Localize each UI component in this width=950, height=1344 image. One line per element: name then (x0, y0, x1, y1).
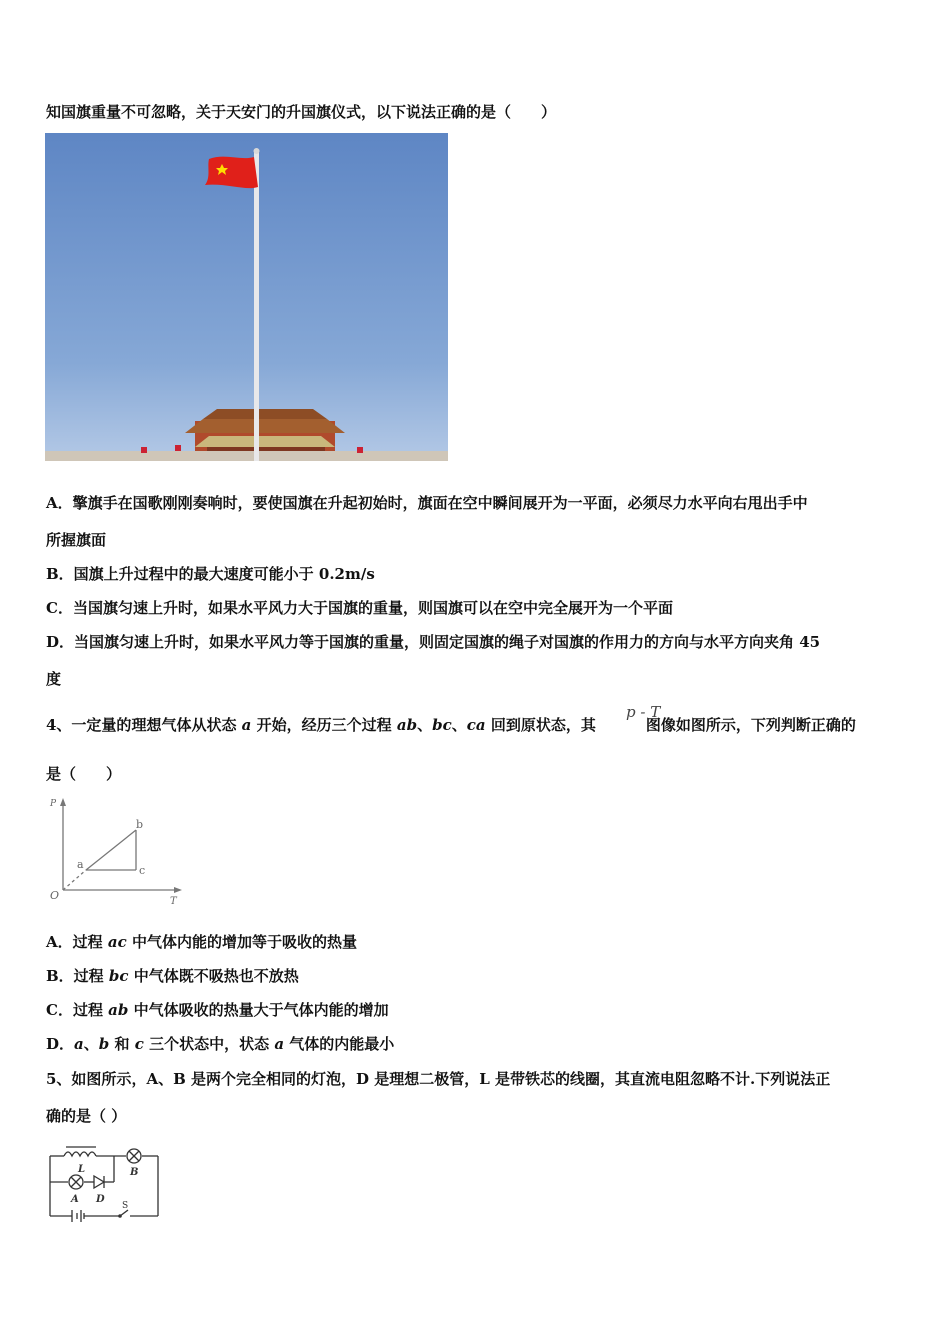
graph-point-b: b (136, 818, 144, 831)
q3-option-b: B．国旗上升过程中的最大速度可能小于 0.2m/s (46, 565, 375, 583)
q3-option-a-line1: A．擎旗手在国歌刚刚奏响时，要使国旗在升起初始时，旗面在空中瞬间展开为一平面，必须尽力水平向右甩出手中 (46, 494, 808, 512)
graph-point-a: a (77, 858, 84, 871)
q4-option-c: C．过程 ab 中气体吸收的热量大于气体内能的增加 (46, 1001, 389, 1019)
q5-stem-line2: 确的是（ ） (46, 1107, 127, 1125)
q5-stem-line1: 5、如图所示，A、B 是两个完全相同的灯泡，D 是理想二极管，L 是带铁芯的线圈，其直流电阻忽略不计.下列说法正 (46, 1070, 831, 1088)
graph-axis-t: T (170, 896, 177, 907)
pt-graph (44, 796, 184, 908)
graph-point-c: c (139, 864, 146, 877)
graph-axis-p: P (50, 799, 57, 809)
question-intro: 知国旗重量不可忽略，关于天安门的升国旗仪式，以下说法正确的是（ ） (46, 103, 557, 121)
q4-stem-line1: 4、一定量的理想气体从状态 a 开始，经历三个过程 ab、bc、ca 回到原状态，其 图像如图所示，下列判断正确的 (46, 716, 856, 734)
q3-option-d-line2: 度 (46, 670, 62, 688)
graph-origin: O (50, 889, 60, 902)
circuit-label-b: B (130, 1167, 139, 1178)
q4-pt-label: p - T (626, 703, 661, 721)
q4-option-a: A．过程 ac 中气体内能的增加等于吸收的热量 (46, 933, 357, 951)
circuit-label-s: S (122, 1201, 129, 1211)
circuit-label-a: A (71, 1194, 79, 1205)
q4-option-d: D．a、b 和 c 三个状态中，状态 a 气体的内能最小 (46, 1035, 395, 1053)
q4-stem-line2: 是（ ） (46, 765, 122, 783)
flag-raising-photo (45, 133, 448, 461)
q3-option-d-line1: D．当国旗匀速上升时，如果水平风力等于国旗的重量，则固定国旗的绳子对国旗的作用力的方向与水平方向夹角 45 (46, 633, 821, 651)
q3-option-a-line2: 所握旗面 (46, 531, 107, 549)
q4-option-b: B．过程 bc 中气体既不吸热也不放热 (46, 967, 299, 985)
circuit-label-l: L (78, 1164, 86, 1175)
circuit-diagram (44, 1142, 164, 1224)
q3-option-c: C．当国旗匀速上升时，如果水平风力大于国旗的重量，则国旗可以在空中完全展开为一个平面 (46, 599, 673, 617)
circuit-label-d: D (96, 1194, 105, 1205)
